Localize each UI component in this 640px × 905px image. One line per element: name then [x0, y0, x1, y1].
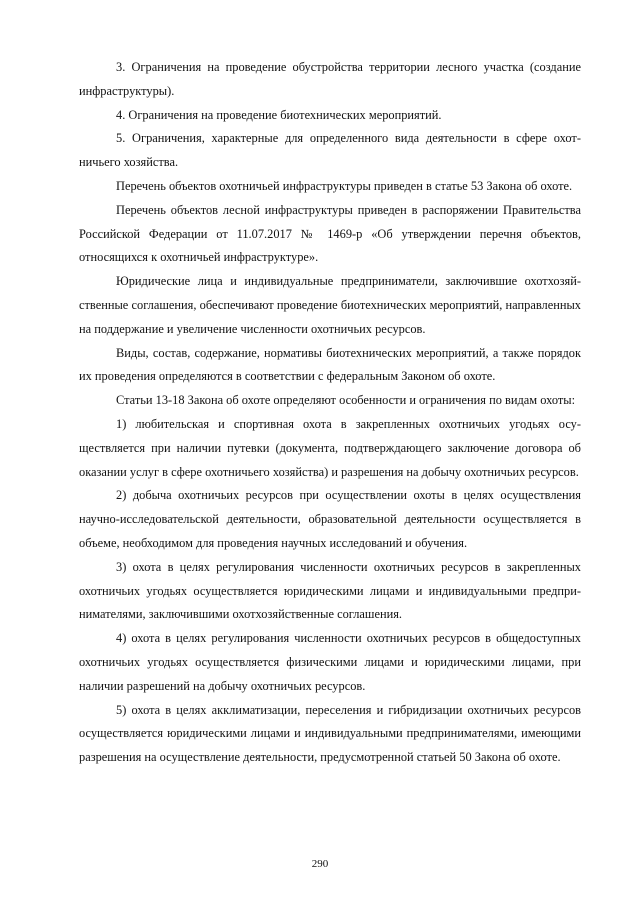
list-item-1: 1) любительская и спортивная охота в закрепленных охотничьих угодьях осуществляется при наличии путевки (документа, подтверждающего заключение договора об оказании услуг в сфере охотничьего хозяйства) и разрешения на добычу охотничьих ресурсов. — [79, 416, 581, 479]
paragraph-forest-infrastructure: Перечень объектов лесной инфраструктуры приведен в распоряжении Правительства Российской Федерации от 11.07.2017 № 1469-р «Об утверждении перечня объектов, относящихся к охотничьей инфраструктуре». — [79, 202, 581, 265]
list-item-5: 5) охота в целях акклиматизации, переселения и гибридизации охотничьих ресурсов осуществляется юридическими лицами и индивидуальными предпринимателями, имеющими разрешения на осуществление деятельности, предусмотренной статьей 50 Закона об охоте. — [79, 702, 581, 765]
paragraph-hunting-infrastructure: Перечень объектов охотничьей инфраструктуры приведен в статье 53 Закона об охоте. — [116, 178, 573, 193]
list-item-3: 3) охота в целях регулирования численности охотничьих ресурсов в закрепленных охотничьих угодьях осуществляется юридическими лицами и индивидуальными предпринимателями, заключившими охотхозяйственные соглашения. — [79, 559, 581, 622]
page-body — [79, 56, 581, 770]
paragraph-restriction-3: 3. Ограничения на проведение обустройства территории лесного участка (создание инфраструктуры). — [79, 60, 581, 98]
list-item-2: 2) добыча охотничьих ресурсов при осуществлении охоты в целях осуществления научно-исследовательской деятельности, образовательной деятельности осуществляется в объеме, необходимом для проведения научных исследований и обучения. — [79, 488, 581, 550]
paragraph-restriction-5: 5. Ограничения, характерные для определенного вида деятельности в сфере охотничьего хозяйства. — [79, 131, 581, 170]
list-item-4: 4) охота в целях регулирования численности охотничьих ресурсов в общедоступных охотничьих угодьях осуществляется физическими лицами и юридическими лицами, при наличии разрешений на добычу охотничьих ресурсов. — [79, 631, 581, 693]
paragraph-biotechnical-measures: Виды, состав, содержание, нормативы биотехнических мероприятий, а также порядок их проведения определяются в соответствии с федеральным Законом об охоте. — [79, 345, 581, 384]
paragraph-legal-entities: Юридические лица и индивидуальные предприниматели, заключившие охотхозяйственные соглашения, обеспечивают проведение биотехнических мероприятий, направленных на поддержание и увеличение численности охотничьих ресурсов. — [79, 274, 581, 336]
paragraph-restriction-4: 4. Ограничения на проведение биотехнических мероприятий. — [116, 107, 442, 122]
paragraph-articles-13-18: Статьи 13-18 Закона об охоте определяют особенности и ограничения по видам охоты: — [116, 393, 576, 408]
page-number: 290 — [311, 858, 329, 870]
